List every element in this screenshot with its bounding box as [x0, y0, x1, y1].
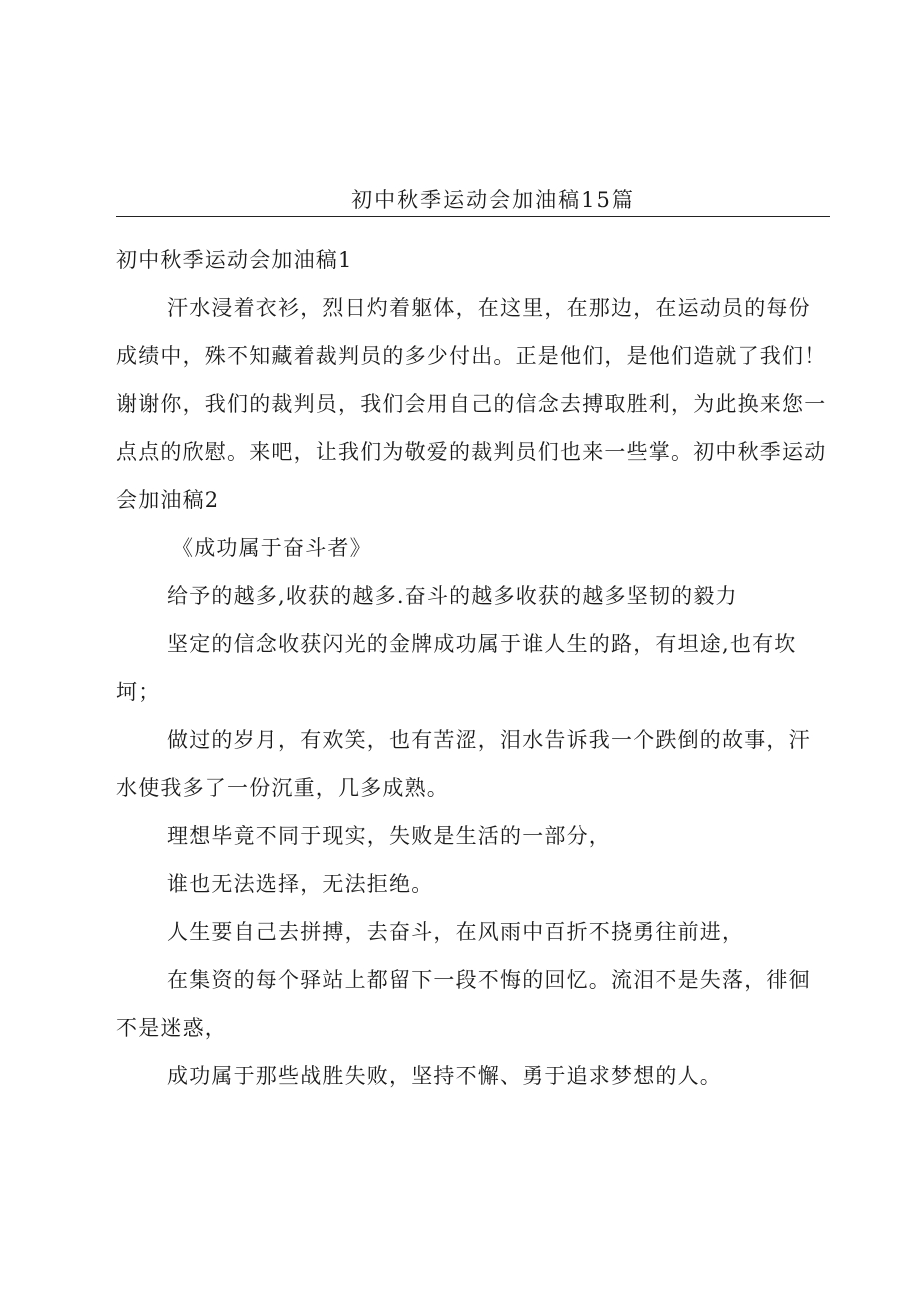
section-heading: 初中秋季运动会加油稿1: [116, 248, 353, 272]
poem-line: 人生要自己去拼搏，去奋斗，在风雨中百折不挠勇往前进，: [167, 920, 745, 944]
poem-line: 给予的越多,收获的越多.奋斗的越多收获的越多坚韧的毅力: [167, 584, 738, 608]
page-header: [116, 180, 830, 217]
poem-title: 《成功属于奋斗者》: [172, 536, 372, 560]
document-title: 初中秋季运动会加油稿15篇: [351, 188, 635, 212]
poem-line: 做过的岁月，有欢笑，也有苦涩，泪水告诉我一个跌倒的故事，汗水使我多了一份沉重，几多成熟。: [116, 728, 811, 800]
poem-line: 理想毕竟不同于现实，失败是生活的一部分，: [167, 824, 611, 848]
document-body: [116, 236, 830, 1100]
poem-line: 谁也无法选择，无法拒绝。: [167, 872, 434, 896]
paragraph: 汗水浸着衣衫，烈日灼着躯体，在这里，在那边，在运动员的每份成绩中，殊不知藏着裁判员的多少付出。正是他们，是他们造就了我们！谢谢你，我们的裁判员，我们会用自己的信念去搏取胜利，为此换来您一点点的欣慰。来吧，让我们为敬爱的裁判员们也来一些掌。初中秋季运动会加油稿2: [116, 296, 827, 512]
poem-line: 成功属于那些战胜失败，坚持不懈、勇于追求梦想的人。: [167, 1064, 722, 1088]
poem-line: 在集资的每个驿站上都留下一段不悔的回忆。流泪不是失落，徘徊不是迷惑，: [116, 968, 811, 1040]
poem-line: 坚定的信念收获闪光的金牌成功属于谁人生的路，有坦途,也有坎坷；: [116, 632, 797, 704]
